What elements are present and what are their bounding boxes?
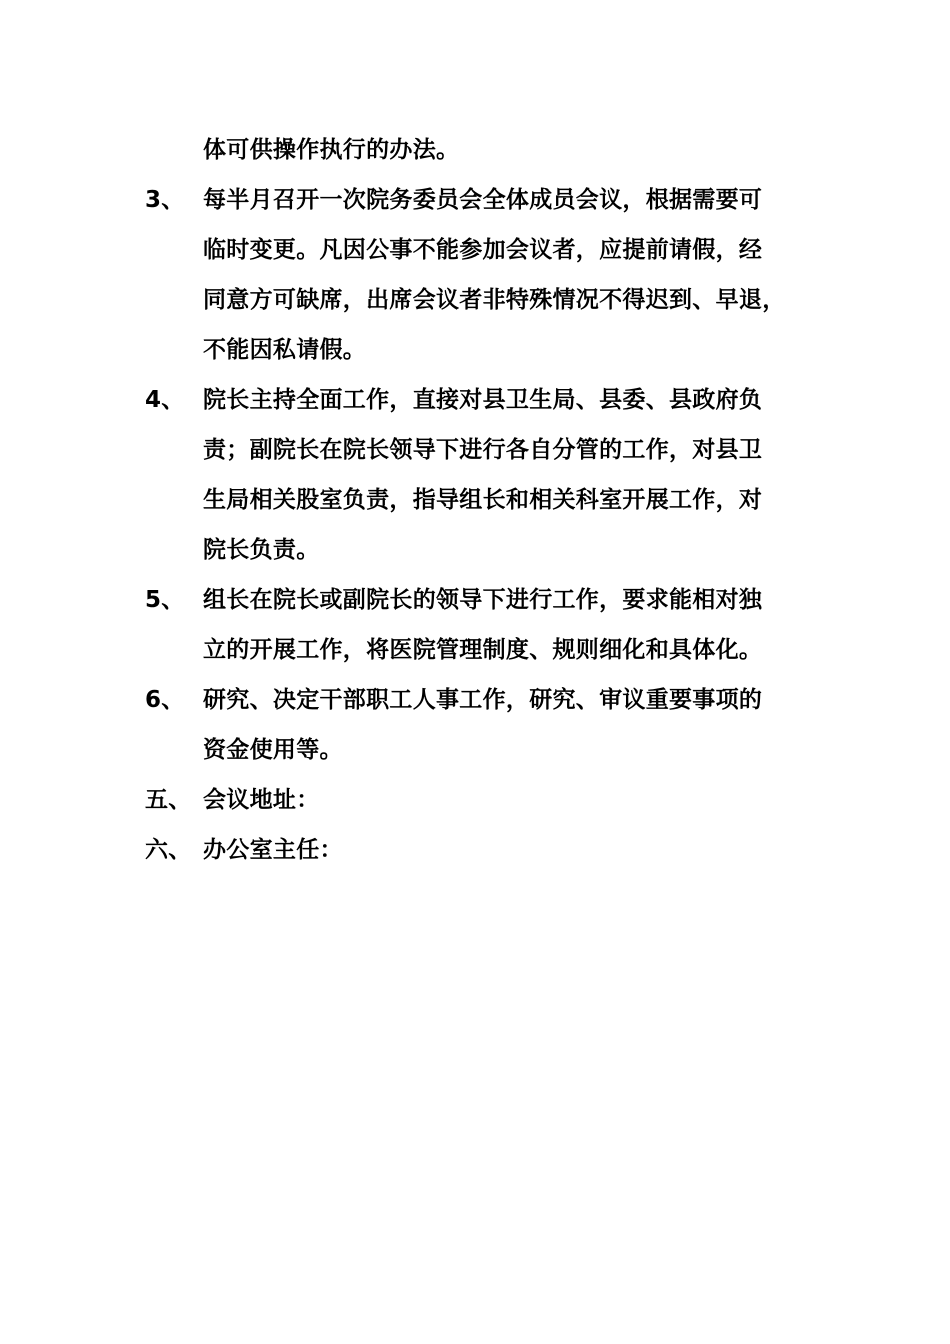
section-number: 六、 <box>145 837 192 863</box>
list-item-number: 4、 <box>145 387 185 413</box>
list-item-text: 同意方可缺席，出席会议者非特殊情况不得迟到、早退， <box>203 287 786 313</box>
list-item-number: 5、 <box>145 587 185 613</box>
list-item-text: 组长在院长或副院长的领导下进行工作，要求能相对独 <box>203 587 763 613</box>
list-item-text: 生局相关股室负责，指导组长和相关科室开展工作，对 <box>203 487 763 513</box>
list-item-text: 院长负责。 <box>203 537 320 563</box>
section-text: 办公室主任： <box>203 837 343 863</box>
section-text: 会议地址： <box>203 787 320 813</box>
list-item-text: 不能因私请假。 <box>203 337 367 363</box>
list-item-text: 研究、决定干部职工人事工作，研究、审议重要事项的 <box>203 687 763 713</box>
list-item-number: 6、 <box>145 687 185 713</box>
list-item-text: 立的开展工作，将医院管理制度、规则细化和具体化。 <box>203 637 763 663</box>
list-item-text: 责；副院长在院长领导下进行各自分管的工作，对县卫 <box>203 437 763 463</box>
list-item-text: 每半月召开一次院务委员会全体成员会议，根据需要可 <box>203 187 763 213</box>
list-item-text: 院长主持全面工作，直接对县卫生局、县委、县政府负 <box>203 387 763 413</box>
list-item-number: 3、 <box>145 187 185 213</box>
list-item-text: 临时变更。凡因公事不能参加会议者，应提前请假，经 <box>203 237 763 263</box>
section-number: 五、 <box>145 787 192 813</box>
continuation-text: 体可供操作执行的办法。 <box>203 137 460 163</box>
list-item-text: 资金使用等。 <box>203 737 343 763</box>
